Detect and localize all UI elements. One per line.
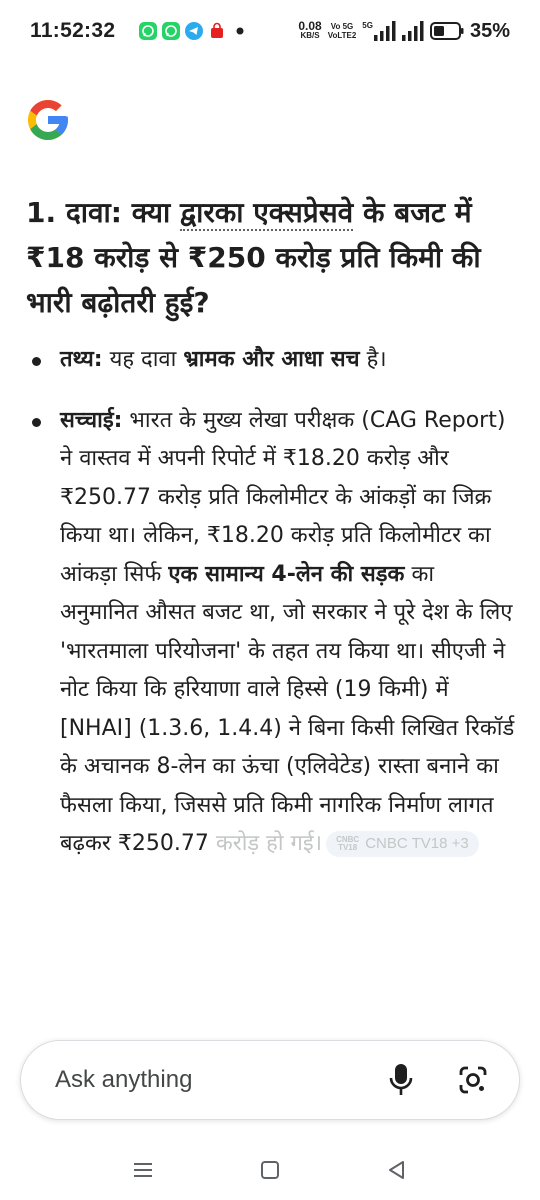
- volte-indicator: [328, 22, 357, 40]
- whatsapp-icon: [139, 22, 157, 40]
- source-chip[interactable]: [326, 831, 479, 857]
- telegram-icon: [185, 22, 203, 40]
- google-lens-icon[interactable]: [455, 1062, 491, 1098]
- claim-bullets: [26, 341, 516, 864]
- fact-bullet: [26, 341, 516, 380]
- heading-suffix: के बजट में ₹18 करोड़ से ₹250 करोड़ प्रति किमी की भारी बढ़ोतरी हुई?: [26, 196, 481, 319]
- system-navigation-bar: [0, 1140, 540, 1200]
- truth-text-continued: का अनुमानित औसत बजट था, जो सरकार ने पूरे देश के लिए 'भारतमाला परियोजना' के तहत तय किया था। सीएजी ने नोट किया कि हरियाणा वाले हिस्से (19 किमी) में [NHAI] (1.3.6, 1.4.4) ने बिना किसी लिखित रिकॉर्ड के अचानक 8-लेन का ऊंचा (एलिवेटेड) रास्ता बनाने का फैसला किया, जिससे प्रति किमी नागरिक निर्माण लागत बढ़कर ₹250.77: [60, 561, 515, 856]
- status-bar: [0, 0, 540, 62]
- truth-text: भारत के मुख्य लेखा परीक्षक (CAG Report) ने वास्तव में अपनी रिपोर्ट में ₹18.20 करोड़ और ₹250.77 करोड़ प्रति किलोमीटर के आंकड़ों का जिक्र किया था। लेकिन, ₹18.20 करोड़ प्रति किलोमीटर का आंकड़ा सिर्फ: [60, 407, 506, 587]
- battery-percent: 35%: [469, 19, 510, 42]
- net-speed-unit: KB/S: [300, 31, 320, 40]
- back-icon[interactable]: [382, 1155, 412, 1185]
- fact-text-end: है।: [359, 347, 387, 372]
- heading-prefix: 1. दावा: क्या: [26, 196, 180, 229]
- fact-bold: भ्रामक और आधा सच: [183, 347, 360, 372]
- signal-5g-label: 5G: [362, 21, 373, 30]
- google-logo-icon: [24, 96, 72, 144]
- volte-top: Vo 5G: [330, 22, 354, 31]
- truth-bold: एक सामान्य 4-लेन की सड़क: [168, 561, 405, 587]
- status-left: [30, 19, 249, 43]
- bullet-dot: [32, 418, 41, 427]
- heading-entity-link[interactable]: द्वारका एक्सप्रेसवे: [179, 196, 354, 229]
- more-notifications-dot-icon: [231, 22, 249, 40]
- truth-text-end: करोड़ हो गई।: [215, 831, 323, 856]
- ask-input-bar[interactable]: [20, 1040, 520, 1120]
- shopping-bag-icon: [208, 22, 226, 40]
- recent-apps-icon[interactable]: [128, 1155, 158, 1185]
- ask-input[interactable]: Ask anything: [55, 1066, 193, 1093]
- claim-heading: [26, 190, 516, 325]
- scroll-fade: [0, 960, 540, 1030]
- source-logo-top: CNBC: [336, 835, 360, 844]
- fact-text: यह दावा: [102, 347, 184, 372]
- truth-label: सच्चाई:: [60, 407, 123, 433]
- answer-content: [26, 190, 516, 864]
- source-chip-label: CNBC TV18 +3: [365, 834, 469, 852]
- truth-bullet: [26, 402, 516, 864]
- fact-label: तथ्य:: [60, 347, 103, 372]
- signal-5g-icon: [362, 21, 396, 41]
- whatsapp-business-icon: [162, 22, 180, 40]
- status-time: 11:52:32: [30, 19, 116, 42]
- volte-bottom: VoLTE2: [327, 31, 357, 40]
- mic-icon[interactable]: [383, 1062, 419, 1098]
- status-right: [298, 20, 510, 43]
- home-icon[interactable]: [255, 1155, 285, 1185]
- battery-icon: [430, 22, 464, 40]
- notification-icons: [139, 22, 249, 40]
- bullet-dot: [32, 357, 41, 366]
- net-speed: [298, 19, 322, 40]
- signal-icon: [402, 21, 424, 41]
- net-speed-value: 0.08: [298, 19, 322, 33]
- cnbc-logo-icon: [336, 836, 359, 852]
- source-logo-bottom: TV18: [338, 843, 358, 852]
